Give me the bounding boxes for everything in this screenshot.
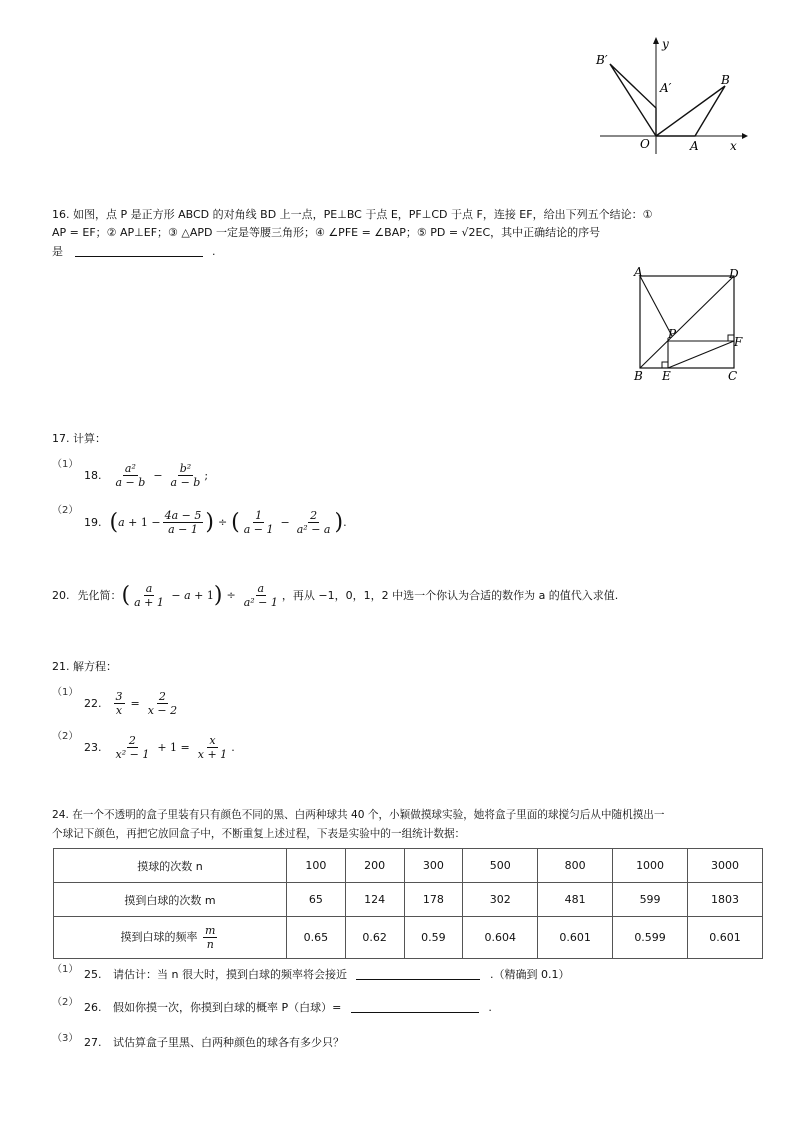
table-cell: 0.599: [613, 917, 688, 959]
q20-line: 20. 先化简： ( $\frac{a}{a + 1}$ − a + 1 ) ÷ $\frac{a}{\text{a² − 1}}$ ，再从 −1，0，1，2 中选一个你认为合适的数作为 a 的值代入求值.: [52, 582, 619, 609]
square-figure: [630, 266, 746, 386]
table-cell: 599: [613, 883, 688, 917]
row-label-n: 摸球的次数 n: [54, 849, 287, 883]
q23-number: 23.: [84, 740, 102, 754]
q17-part1: 18. $\frac{\text{a²}}{a - b}$ − $\frac{\text{b²}}{a - b}$ ;: [84, 462, 209, 489]
q16-text-3: 是: [52, 245, 63, 258]
q24-part2-tag: （2）: [52, 997, 79, 1008]
q18-fraction-2: $\frac{\text{b²}}{a - b}$: [170, 462, 201, 489]
experiment-table: [53, 848, 763, 959]
x-axis-arrow: [742, 133, 748, 139]
label-B1: B′: [596, 53, 608, 67]
q25-end: .（精确到 0.1）: [489, 968, 570, 981]
label-O: O: [640, 137, 650, 151]
q17-part2: 19. ( a + 1 − $\frac{4a - 5}{a - 1}$ ) ÷ ( $\frac{1}{a - 1}$ − $\frac{2}{\text{a² − a}}$ ) .: [84, 509, 347, 536]
label-B: B: [721, 73, 730, 87]
frequency-fraction: $\frac{m}{n}$: [205, 924, 216, 951]
q26-answer-blank[interactable]: [351, 1000, 479, 1013]
table-row-frequency: [54, 917, 763, 959]
q21-part1-tag: （1）: [52, 687, 79, 698]
label-A: A: [634, 266, 643, 279]
q24-part3-tag: （3）: [52, 1033, 79, 1044]
table-row-n: [54, 849, 763, 883]
table-cell: 0.62: [345, 917, 404, 959]
q20-lead: 先化简：: [77, 588, 122, 602]
q19-number: 19.: [84, 515, 102, 529]
right-angle-E: [662, 362, 668, 368]
table-cell: 178: [404, 883, 463, 917]
q22-number: 22.: [84, 696, 102, 710]
q24-part1: [84, 966, 569, 984]
q16-answer-blank[interactable]: [75, 244, 203, 257]
q20-number: 20.: [52, 588, 70, 602]
triangle-OA1B1: [610, 64, 656, 136]
table-cell: 300: [404, 849, 463, 883]
coordinate-figure: [590, 34, 750, 160]
label-P: P: [668, 327, 677, 341]
table-cell: 3000: [688, 849, 763, 883]
label-y: y: [662, 37, 669, 51]
label-D: D: [729, 267, 739, 281]
q19-fraction-2: $\frac{1}{a - 1}$: [243, 509, 274, 536]
q22-fraction-2: $\frac{2}{x - 2}$: [147, 690, 178, 717]
q27-text: 试估算盒子里黑、白两种颜色的球各有多少只？: [113, 1036, 344, 1049]
table-cell: 0.604: [463, 917, 538, 959]
label-C: C: [728, 369, 738, 383]
q21-title: 21. 解方程：: [52, 660, 117, 673]
q24-part2: [84, 999, 492, 1017]
q20-fraction-1: $\frac{a}{a + 1}$: [134, 582, 164, 609]
q16-text-2: AP = EF；② AP⊥EF；③ △APD 一定是等腰三角形；④ ∠PFE = ∠BAP；⑤ PD = √2EC，其中正确结论的序号: [52, 226, 601, 239]
table-cell: 65: [287, 883, 346, 917]
table-row-m: [54, 883, 763, 917]
q26-number: 26.: [84, 1001, 102, 1014]
table-cell: 0.601: [538, 917, 613, 959]
q17-part1-tag: （1）: [52, 459, 79, 470]
table-cell: 800: [538, 849, 613, 883]
q17-title: 17. 计算：: [52, 432, 106, 445]
q18-fraction-1: $\frac{\text{a²}}{a - b}$: [115, 462, 146, 489]
q24-part1-tag: （1）: [52, 964, 79, 975]
q21-part2: 23. $\frac{2}{\text{x² − 1}}$ + 1 = $\frac{x}{x + 1}$ .: [84, 734, 235, 761]
q17-part2-tag: （2）: [52, 505, 79, 516]
q26-text: 假如你摸一次，你摸到白球的概率 P（白球）=: [113, 1001, 342, 1014]
table-cell: 1803: [688, 883, 763, 917]
row-label-frequency: 摸到白球的频率 $\frac{m}{n}$: [54, 917, 287, 959]
table-cell: 0.601: [688, 917, 763, 959]
q25-text: 请估计：当 n 很大时，摸到白球的频率将会接近: [113, 968, 347, 981]
q24-part3: [84, 1034, 344, 1052]
diagonal-BD: [640, 276, 734, 368]
q24-line1: 24. 在一个不透明的盒子里装有只有颜色不同的黑、白两种球共 40 个，小颖做摸球实验，她将盒子里面的球搅匀后从中随机摸出一: [52, 809, 665, 821]
table-cell: 1000: [613, 849, 688, 883]
label-F: F: [734, 335, 743, 349]
q19-fraction-3: $\frac{2}{\text{a² − a}}$: [296, 509, 331, 536]
table-cell: 0.65: [287, 917, 346, 959]
q20-tail: ，再从 −1，0，1，2 中选一个你认为合适的数作为 a 的值代入求值.: [281, 588, 619, 602]
label-A1: A′: [660, 81, 672, 95]
q27-number: 27.: [84, 1036, 102, 1049]
label-A: A: [690, 139, 699, 153]
q24-line2: 个球记下颜色，再把它放回盒子中，不断重复上述过程，下表是实验中的一组统计数据：: [52, 828, 466, 840]
q19-fraction-1: $\frac{4a - 5}{a - 1}$: [164, 509, 202, 536]
y-axis-arrow: [653, 37, 659, 44]
q16-number: 16.: [52, 208, 70, 221]
table-cell: 124: [345, 883, 404, 917]
table-cell: 481: [538, 883, 613, 917]
table-cell: 200: [345, 849, 404, 883]
q16-text-3-end: .: [212, 245, 216, 258]
table-cell: 500: [463, 849, 538, 883]
table-cell: 100: [287, 849, 346, 883]
label-E: E: [662, 369, 671, 383]
table-cell: 302: [463, 883, 538, 917]
table-cell: 0.59: [404, 917, 463, 959]
q16-line2: [52, 224, 600, 242]
q16-text-1: 如图，点 P 是正方形 ABCD 的对角线 BD 上一点，PE⊥BC 于点 E，PF⊥CD 于点 F，连接 EF，给出下列五个结论：①: [73, 208, 653, 221]
q16-line3: [52, 243, 216, 261]
q23-fraction-2: $\frac{x}{x + 1}$: [197, 734, 228, 761]
q21-part1: 22. $\frac{3}{x}$ = $\frac{2}{x - 2}$: [84, 690, 178, 717]
q18-number: 18.: [84, 468, 102, 482]
q20-fraction-2: $\frac{a}{\text{a² − 1}}$: [243, 582, 278, 609]
label-x: x: [730, 139, 737, 153]
q16-line1: [52, 206, 652, 224]
row-label-m: 摸到白球的次数 m: [54, 883, 287, 917]
label-B: B: [634, 369, 643, 383]
q22-fraction-1: $\frac{3}{x}$: [115, 690, 123, 717]
segment-EF: [668, 341, 734, 368]
q23-fraction-1: $\frac{2}{\text{x² − 1}}$: [115, 734, 150, 761]
q26-end: .: [488, 1001, 492, 1014]
q25-answer-blank[interactable]: [356, 967, 480, 980]
q21-part2-tag: （2）: [52, 731, 79, 742]
q25-number: 25.: [84, 968, 102, 981]
